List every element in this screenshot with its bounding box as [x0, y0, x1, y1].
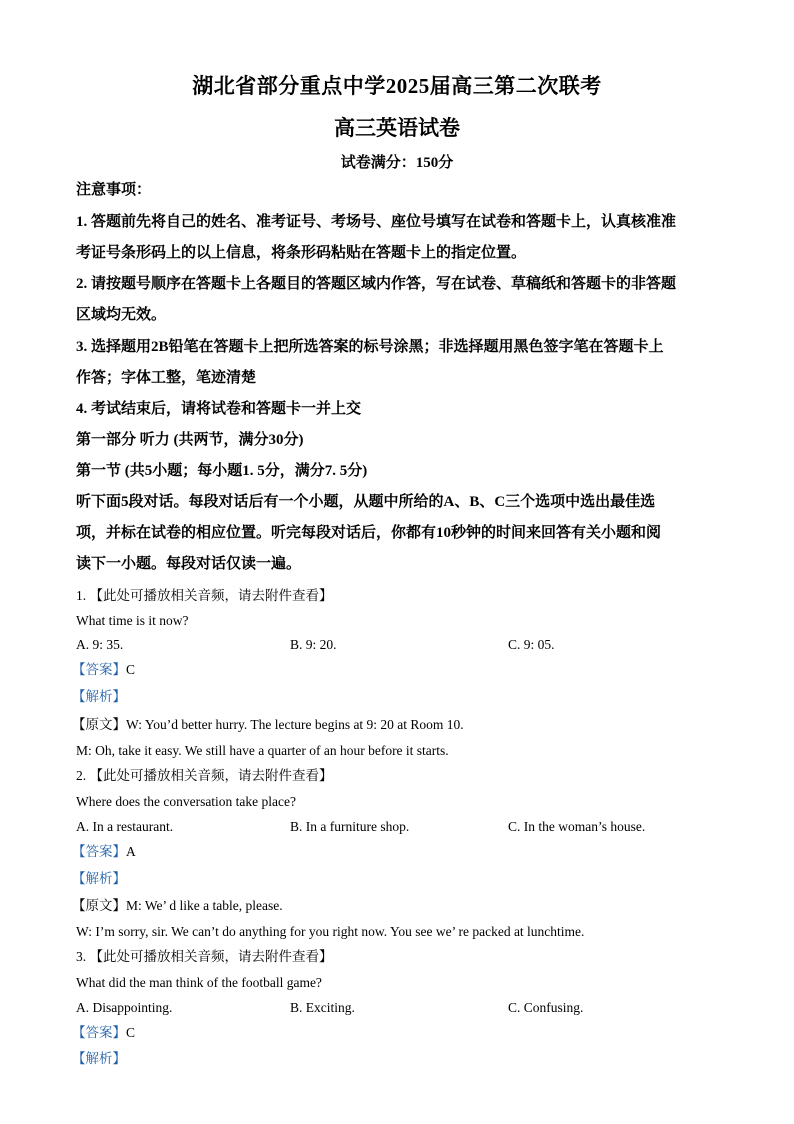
exam-subtitle: 高三英语试卷 [334, 116, 460, 140]
q3-option-c: C. Confusing. [508, 1000, 584, 1015]
q3-answer-line [72, 1024, 135, 1042]
q2-option-c: C. In the woman’s house. [508, 819, 646, 834]
q1-answer-tag: 【答案】 [72, 662, 126, 677]
score-line: 试卷满分：150分 [340, 155, 454, 171]
q1-analysis-tag: 【解析】 [72, 689, 126, 704]
notice-item-1-line-2: 考证号条形码上的以上信息，将条形码粘贴在答题卡上的指定位置。 [76, 245, 527, 261]
q1-option-c: C. 9: 05. [508, 637, 555, 652]
q3-option-a: A. Disappointing. [76, 1000, 173, 1015]
q1-answer: C [126, 662, 136, 677]
q2-transcript-line-2: W: I’m sorry, sir. We can’t do anything for you right now. You see we’ re packed at lunchtime. [76, 924, 585, 939]
q2-analysis-tag: 【解析】 [72, 871, 126, 886]
q2-answer-line [72, 843, 136, 861]
q3-answer-tag: 【答案】 [72, 1025, 126, 1040]
notice-heading: 注意事项： [76, 182, 152, 198]
q2-answer-tag: 【答案】 [72, 844, 126, 859]
instructions-line-3: 读下一小题。每段对话仅读一遍。 [76, 556, 302, 572]
q2-option-b: B. In a furniture shop. [290, 819, 410, 834]
q1-option-b: B. 9: 20. [290, 637, 337, 652]
notice-item-2-line-1: 2. 请按题号顺序在答题卡上各题目的答题区域内作答，写在试卷、草稿纸和答题卡的非答题 [76, 276, 677, 292]
q3-option-b: B. Exciting. [290, 1000, 355, 1015]
notice-item-3-line-1: 3. 选择题用2B铅笔在答题卡上把所选答案的标号涂黑；非选择题用黑色签字笔在答题卡上 [76, 339, 664, 355]
notice-item-4: 4. 考试结束后，请将试卷和答题卡一并上交 [76, 401, 362, 417]
q1-audio-note: 1. 【此处可播放相关音频，请去附件查看】 [76, 588, 333, 603]
q2-audio-note: 2. 【此处可播放相关音频，请去附件查看】 [76, 768, 333, 783]
q3-audio-note: 3. 【此处可播放相关音频，请去附件查看】 [76, 949, 333, 964]
q2-question: Where does the conversation take place? [76, 794, 297, 809]
q3-analysis-tag: 【解析】 [72, 1051, 126, 1066]
q1-answer-line [72, 661, 135, 679]
section1-heading: 第一节 (共5小题；每小题1. 5分，满分7. 5分) [76, 463, 368, 479]
q2-answer: A [126, 844, 136, 859]
notice-item-3-line-2: 作答；字体工整，笔迹清楚 [76, 370, 257, 386]
q1-question: What time is it now? [76, 613, 189, 628]
q3-answer: C [126, 1025, 136, 1040]
q2-transcript-tag: 【原文】 [72, 898, 126, 913]
notice-item-1-line-1: 1. 答题前先将自己的姓名、准考证号、考场号、座位号填写在试卷和答题卡上，认真核准准 [76, 214, 677, 230]
q2-transcript-line-1: 【原文】M: We’ d like a table, please. [72, 898, 283, 913]
instructions-line-1: 听下面5段对话。每段对话后有一个小题，从题中所给的A、B、C三个选项中选出最佳选 [76, 494, 656, 510]
part1-heading: 第一部分 听力 (共两节，满分30分) [76, 432, 304, 448]
q1-transcript-line-1: 【原文】W: You’d better hurry. The lecture begins at 9: 20 at Room 10. [72, 717, 464, 732]
q3-question: What did the man think of the football game? [76, 975, 322, 990]
notice-item-2-line-2: 区域均无效。 [76, 307, 167, 323]
instructions-line-2: 项，并标在试卷的相应位置。听完每段对话后，你都有10秒钟的时间来回答有关小题和阅 [76, 525, 662, 541]
q1-transcript-line-2: M: Oh, take it easy. We still have a quarter of an hour before it starts. [76, 743, 449, 758]
q2-option-a: A. In a restaurant. [76, 819, 174, 834]
exam-title: 湖北省部分重点中学2025届高三第二次联考 [192, 74, 602, 98]
q1-option-a: A. 9: 35. [76, 637, 124, 652]
q1-transcript-tag: 【原文】 [72, 717, 126, 732]
